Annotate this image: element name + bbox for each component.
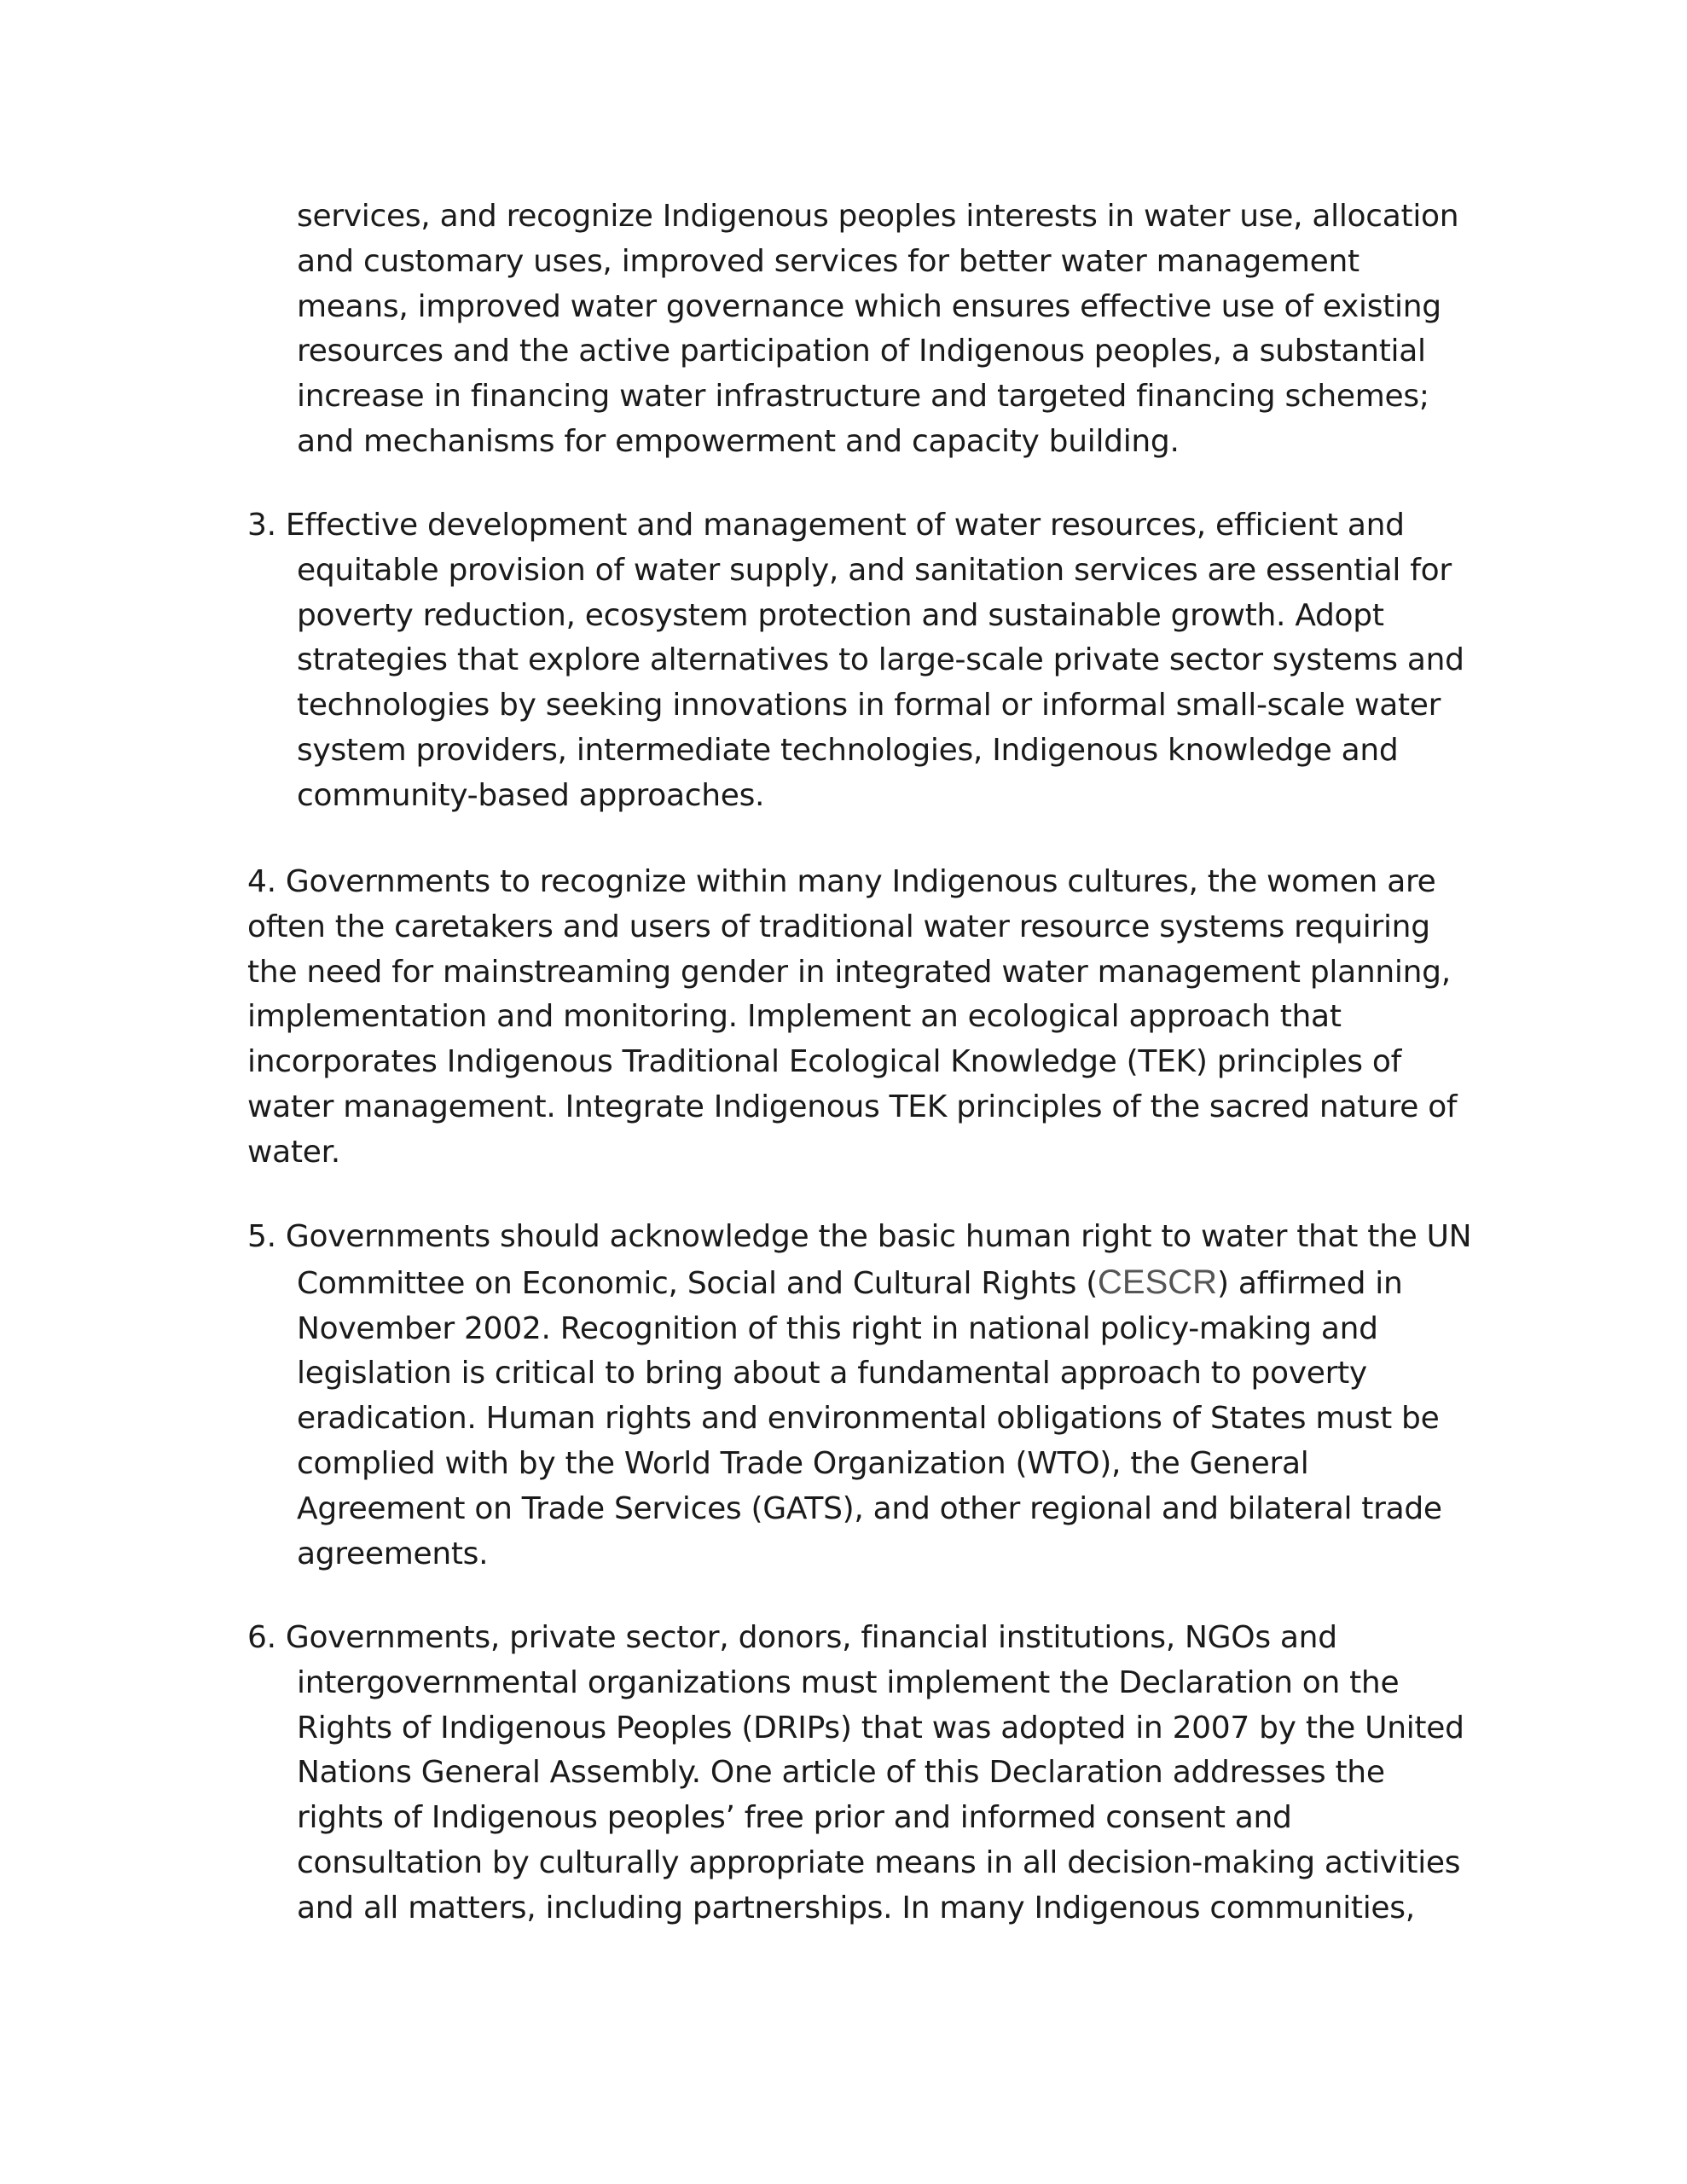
cescr-acronym: CESCR	[1098, 1263, 1218, 1301]
list-item-3: 3. Effective development and management of water resources, efficient and equitable provision of water supply, and sanitation services are essential for poverty reduction, ecosystem protection and sustainable growth. Adopt strategies that explore alternatives to large-scale private sector systems and technologies by seeking innovations in formal or informal small-scale water system providers, intermediate technologies, Indigenous knowledge and community-based approaches.	[247, 508, 1464, 813]
list-item-5-text-end: ) affirmed in November 2002. Recognition of this right in national policy-making and legislation is critical to bring about a fundamental approach to poverty eradication. Human rights and environmental obligations of States must be complied with by the World Trade Organization (WTO), the General Agreement on Trade Services (GATS), and other regional and bilateral trade agreements.	[297, 1265, 1442, 1571]
list-item-5-text-start: 5. Governments should acknowledge the basic human right to water that the UN Committee on Economic, Social and Cultural Rights (	[247, 1219, 1472, 1301]
continuation-paragraph: services, and recognize Indigenous peoples interests in water use, allocation and customary uses, improved services for better water management means, improved water governance which ensures effective use of existing resources and the active participation of Indigenous peoples, a substantial increase in financing water infrastructure and targeted financing schemes; and mechanisms for empowerment and capacity building.	[297, 199, 1459, 459]
list-item-6: 6. Governments, private sector, donors, financial institutions, NGOs and intergovernmental organizations must implement the Declaration on the Rights of Indigenous Peoples (DRIPs) that was adopted in 2007 by the United Nations General Assembly. One article of this Declaration addresses the rights of Indigenous peoples’ free prior and informed consent and consultation by culturally appropriate means in all decision-making activities and all matters, including partnerships. In many Indigenous communities,	[247, 1620, 1464, 1926]
list-item-4: 4. Governments to recognize within many Indigenous cultures, the women are often the caretakers and users of traditional water resource systems requiring the need for mainstreaming gender in integrated water management planning, implementation and monitoring. Implement an ecological approach that incorporates Indigenous Traditional Ecological Knowledge (TEK) principles of water management. Integrate Indigenous TEK principles of the sacred nature of water.	[247, 864, 1458, 1170]
list-item-5	[247, 1215, 1533, 1577]
